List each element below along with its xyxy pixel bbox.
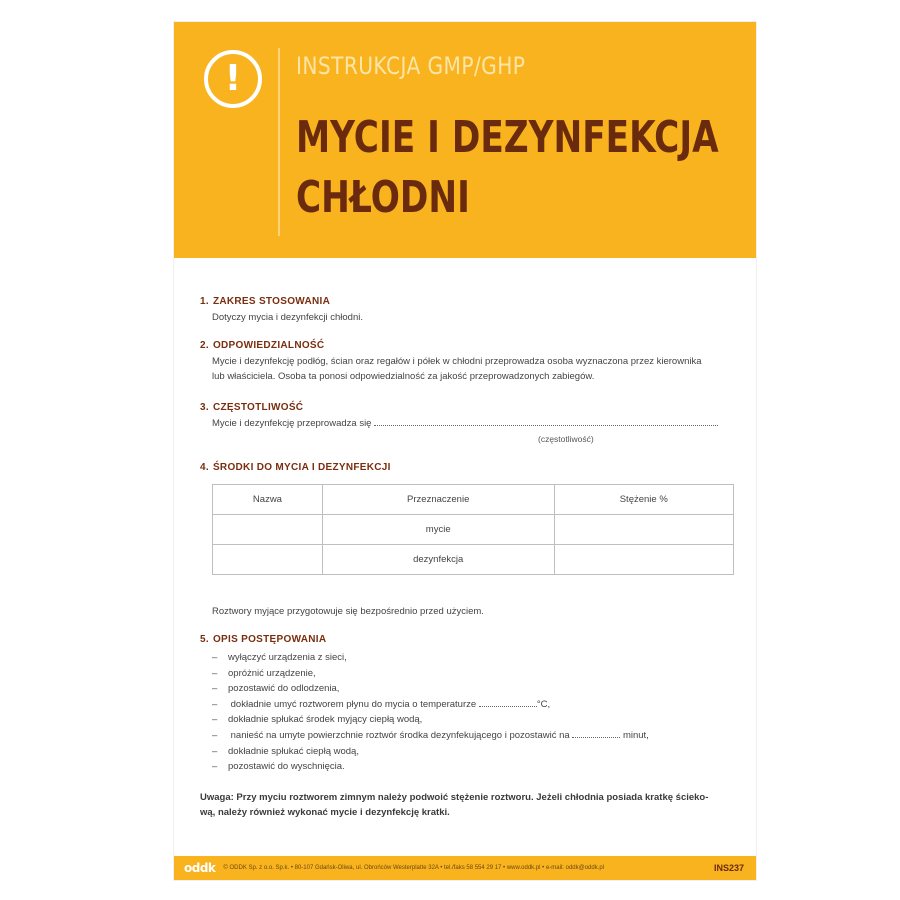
minutes-blank[interactable] xyxy=(572,728,620,738)
list-item: – dokładnie spłukać ciepłą wodą, xyxy=(212,744,649,760)
oddk-logo: oddk xyxy=(184,861,216,875)
table-header-cell: Przeznaczenie xyxy=(322,485,554,515)
section-3-text: Mycie i dezynfekcję przeprowadza się xyxy=(212,416,736,431)
table-row xyxy=(213,545,734,575)
frequency-caption: (częstotliwość) xyxy=(538,434,594,444)
table-cell[interactable] xyxy=(213,515,323,545)
section-2-heading: 2. ODPOWIEDZIALNOŚĆ xyxy=(200,340,325,351)
section-2-line-1: Mycie i dezynfekcję podłóg, ścian oraz regałów i półek w chłodni przeprowadza osoba wyznaczona przez kierownika xyxy=(212,356,702,367)
footer-contact: © ODDK Sp. z o.o. Sp.k. • 80-107 Gdańsk-Oliwa, ul. Obrońców Westerplatte 32A • tel./faks 58 554 29 17 • www.oddk.pl • e-mail: oddk@oddk.pl xyxy=(223,865,605,871)
note-text xyxy=(200,790,748,820)
table-row xyxy=(213,515,734,545)
note-line-2: wą, należy również wykonać mycie i dezynfekcję kratki. xyxy=(200,807,450,818)
section-1-heading: 1. ZAKRES STOSOWANIA xyxy=(200,296,331,307)
list-item: – wyłączyć urządzenia z sieci, xyxy=(212,650,649,666)
table-cell: mycie xyxy=(322,515,554,545)
page-title xyxy=(296,108,733,228)
table-cell[interactable] xyxy=(213,545,323,575)
header-banner xyxy=(174,22,756,258)
table-cell[interactable] xyxy=(554,545,734,575)
table-cell[interactable] xyxy=(554,515,734,545)
section-3-heading: 3. CZĘSTOTLIWOŚĆ xyxy=(200,402,304,413)
section-5-heading: 5. OPIS POSTĘPOWANIA xyxy=(200,634,327,645)
section-2-text xyxy=(212,354,702,384)
section-2-line-2: lub właściciela. Osoba ta ponosi odpowiedzialność za jakość przeprowadzonych zabiegów. xyxy=(212,371,595,382)
agents-table xyxy=(212,484,734,575)
table-header-cell: Nazwa xyxy=(213,485,323,515)
table-header-row xyxy=(213,485,734,515)
list-item: – pozostawić do wyschnięcia. xyxy=(212,759,649,775)
section-4-heading: 4. ŚRODKI DO MYCIA I DEZYNFEKCJI xyxy=(200,462,391,473)
table-cell: dezynfekcja xyxy=(322,545,554,575)
title-line-2: CHŁODNI xyxy=(296,172,470,223)
document-code: INS237 xyxy=(713,863,744,873)
note-line-1: Uwaga: Przy myciu roztworem zimnym należy podwoić stężenie roztworu. Jeżeli chłodnia posiada kratkę ścieko- xyxy=(200,792,709,803)
header-subtitle: INSTRUKCJA GMP/GHP xyxy=(296,52,526,80)
table-header-cell: Stężenie % xyxy=(554,485,734,515)
procedure-list xyxy=(212,650,649,775)
frequency-blank[interactable] xyxy=(374,416,718,426)
temperature-blank[interactable] xyxy=(479,697,537,707)
list-item: – dokładnie spłukać środek myjący ciepłą wodą, xyxy=(212,712,649,728)
exclamation-circle-icon: ! xyxy=(204,50,262,108)
list-item: – nanieść na umyte powierzchnie roztwór środka dezynfekującego i pozostawić na minut, xyxy=(212,728,649,744)
section-4-after-text: Roztwory myjące przygotowuje się bezpośrednio przed użyciem. xyxy=(212,606,484,617)
footer-bar xyxy=(174,856,756,880)
list-item: – opróżnić urządzenie, xyxy=(212,666,649,682)
list-item: – pozostawić do odlodzenia, xyxy=(212,681,649,697)
instruction-sheet xyxy=(174,22,756,880)
title-line-1: MYCIE I DEZYNFEKCJA xyxy=(296,112,719,163)
list-item: – dokładnie umyć roztworem płynu do mycia o temperaturze °C, xyxy=(212,697,649,713)
section-1-text: Dotyczy mycia i dezynfekcji chłodni. xyxy=(212,312,363,323)
header-divider xyxy=(278,48,280,236)
